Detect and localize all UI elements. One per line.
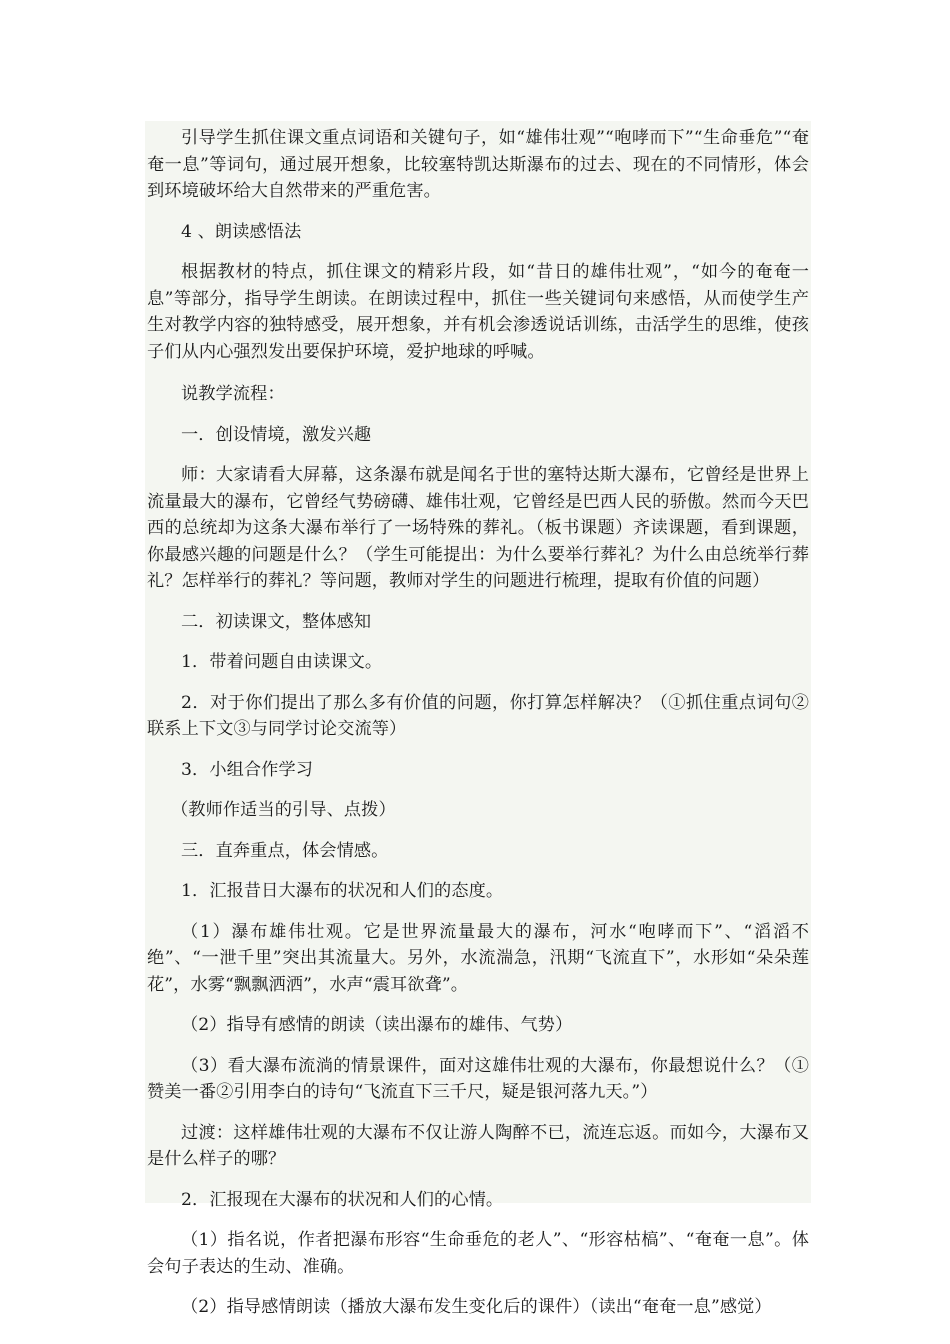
list-item-read-text: 1．带着问题自由读课文。	[181, 652, 383, 672]
list-item-solve-questions: 2．对于你们提出了那么多有价值的问题，你打算怎样解决？（①抓住重点词句②联系上下文③与同学讨论交流等）	[147, 692, 809, 739]
document-body	[145, 121, 811, 1317]
list-item-report-present: 2．汇报现在大瀑布的状况和人们的心情。	[181, 1189, 504, 1210]
heading-teaching-flow: 说教学流程：	[181, 384, 285, 404]
paragraph-teacher-intro: 师：大家请看大屏幕，这条瀑布就是闻名于世的塞特达斯大瀑布，它曾经是世界上流量最大的瀑布，它曾经气势磅礴、雄伟壮观，它曾经是巴西人民的骄傲。然而今天巴西的总统却为这条大瀑布举行了一场特殊的葬礼。（板书课题）齐读课题，看到课题，你最感兴趣的问题是什么？（学生可能提出：为什么要举行葬礼？为什么由总统举行葬礼？怎样举行的葬礼？等问题，教师对学生的问题进行梳理，提取有价值的问题）	[147, 465, 809, 591]
heading-reading-method: 4 、朗读感悟法	[181, 221, 302, 242]
paragraph-courseware-view: （3）看大瀑布流淌的情景课件，面对这雄伟壮观的大瀑布，你最想说什么？（①赞美一番②引用李白的诗句“飞流直下三千尺，疑是银河落九天。”）	[147, 1055, 809, 1102]
list-item-report-past: 1．汇报昔日大瀑布的状况和人们的态度。	[181, 881, 504, 901]
paragraph-author-description: （1）指名说，作者把瀑布形容“生命垂危的老人”、“形容枯槁”、“奄奄一息”。体会句子表达的生动、准确。	[147, 1230, 809, 1277]
paragraph-guided-reading: （2）指导有感情的朗读（读出瀑布的雄伟、气势）	[181, 1015, 573, 1035]
paragraph-waterfall-majestic: （1）瀑布雄伟壮观。它是世界流量最大的瀑布，河水“咆哮而下”、“滔滔不绝”、“一泄千里”突出其流量大。另外，水流湍急，汛期“飞流直下”，水形如“朵朵莲花”，水雾“飘飘洒洒”，水声“震耳欲聋”。	[147, 921, 809, 995]
paragraph-method-keywords: 引导学生抓住课文重点词语和关键句子，如“雄伟壮观”“咆哮而下”“生命垂危”“奄奄一息”等词句，通过展开想象，比较塞特凯达斯瀑布的过去、现在的不同情形，体会到环境破坏给大自然带来的严重危害。	[147, 128, 809, 201]
paragraph-reading-method: 根据教材的特点，抓住课文的精彩片段，如“昔日的雄伟壮观”，“如今的奄奄一息”等部分，指导学生朗读。在朗读过程中，抓住一些关键词句来感悟，从而使学生产生对教学内容的独特感受，展开想象，并有机会渗透说话训练，击活学生的思维，使孩子们从内心强烈发出要保护环境，爱护地球的呼喊。	[147, 262, 809, 362]
paragraph-transition: 过渡：这样雄伟壮观的大瀑布不仅让游人陶醉不已，流连忘返。而如今，大瀑布又是什么样子的哪？	[147, 1122, 809, 1169]
paragraph-emotional-reading: （2）指导感情朗读（播放大瀑布发生变化后的课件）（读出“奄奄一息”感觉）	[181, 1297, 772, 1317]
heading-step-three: 三．直奔重点，体会情感。	[181, 840, 389, 861]
note-teacher-guidance: （教师作适当的引导、点拨）	[171, 800, 396, 820]
heading-step-one: 一．创设情境，激发兴趣	[181, 424, 372, 445]
heading-step-two: 二．初读课文，整体感知	[181, 611, 372, 632]
list-item-group-study: 3．小组合作学习	[181, 759, 314, 780]
